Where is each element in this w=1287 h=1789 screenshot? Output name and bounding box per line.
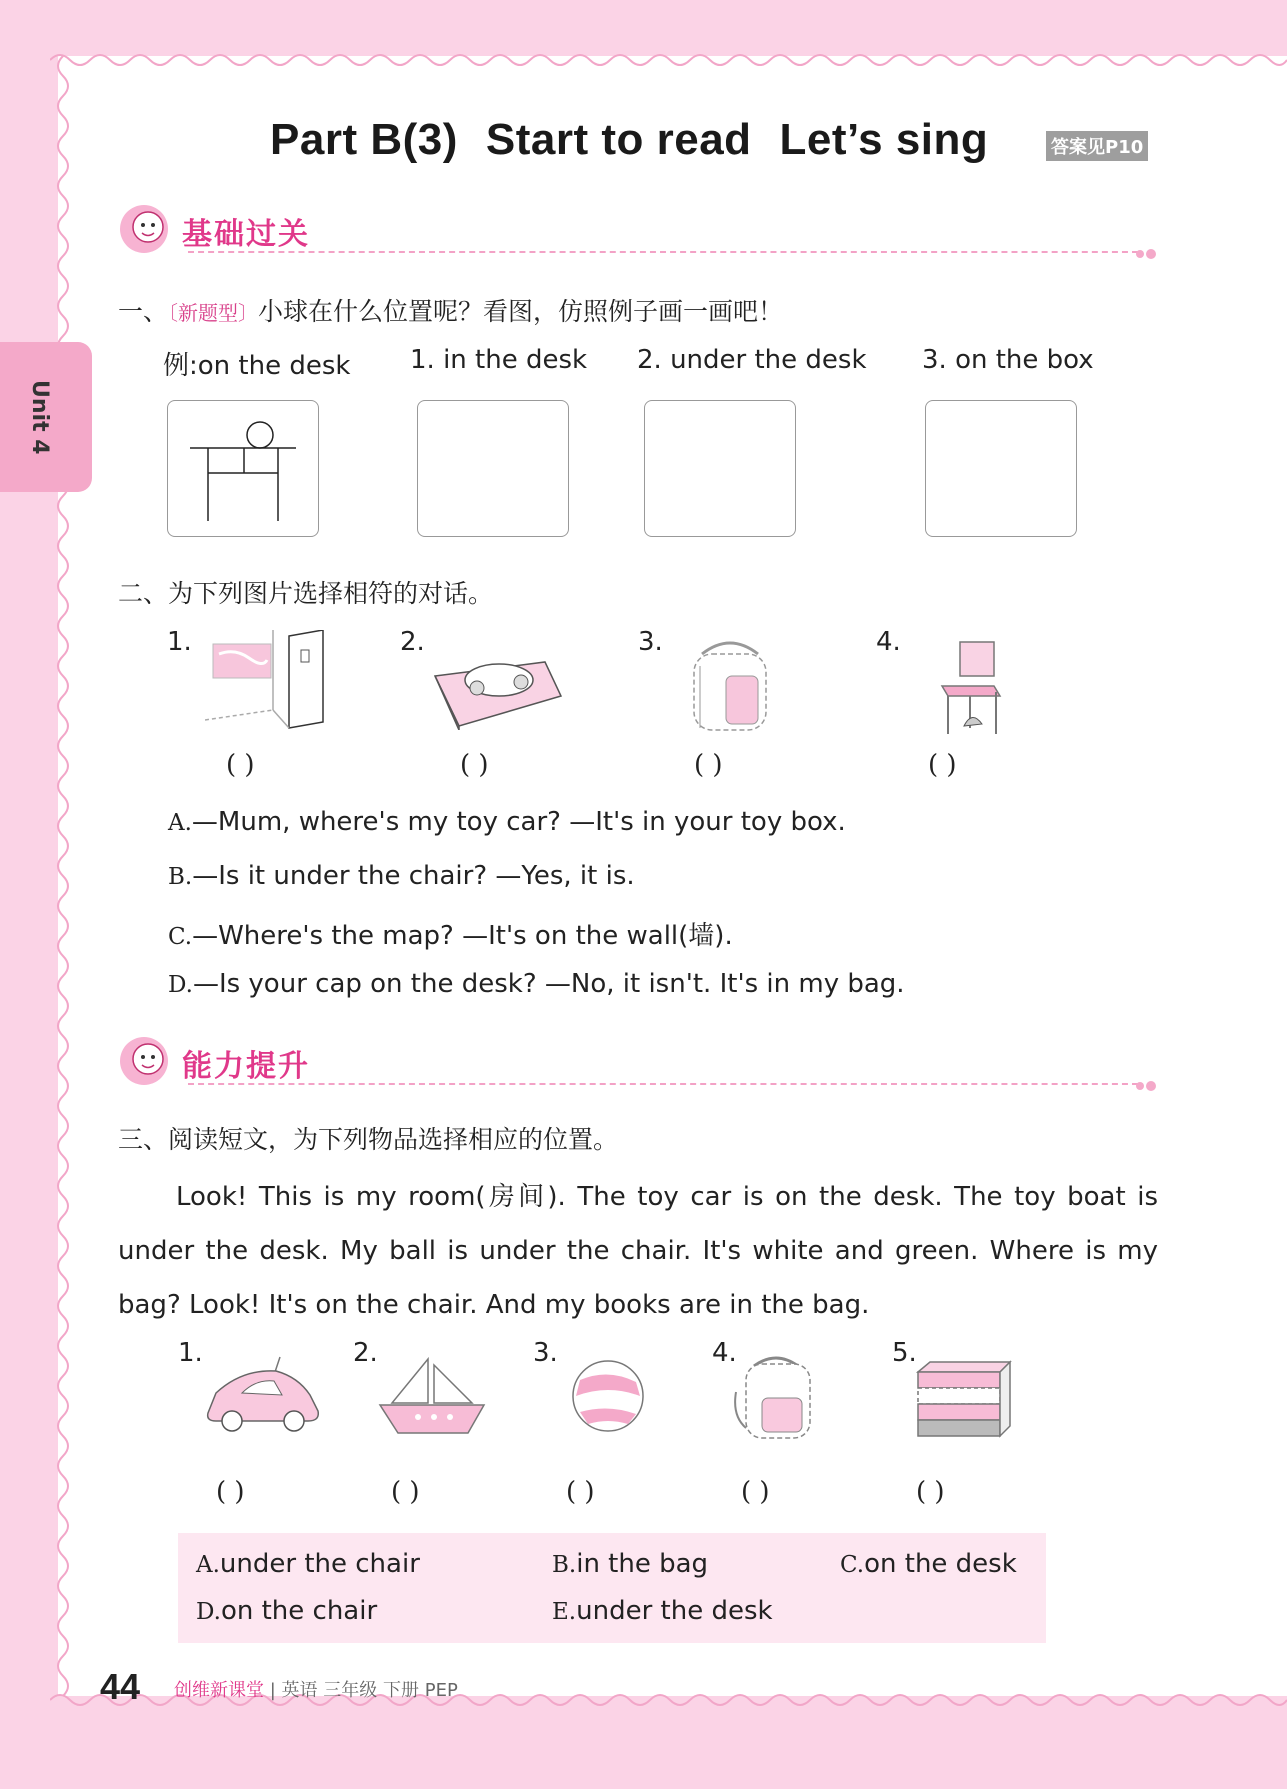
section-heading-basics (118, 203, 1158, 263)
page-title (270, 115, 988, 165)
answer-reference-badge: 答案见P10 (1046, 131, 1148, 161)
question-1-number: 一、 (118, 297, 169, 326)
q2-answer-blank-2[interactable]: ( ) (460, 750, 489, 780)
q3-answer-blank-3[interactable]: ( ) (566, 1477, 595, 1507)
q3-answer-blank-1[interactable]: ( ) (216, 1477, 245, 1507)
q3-choice-d (196, 1596, 377, 1626)
mascot-icon (118, 1035, 174, 1087)
option-text: —Is your cap on the desk? —No, it isn't. It's in my bag. (192, 969, 905, 999)
q2-picture-number: 1. (167, 627, 192, 657)
toy-car-in-box-picture (433, 648, 563, 730)
q2-picture-number: 3. (638, 627, 663, 657)
q1-example-box (167, 400, 319, 537)
choice-text: on the desk (864, 1549, 1017, 1579)
option-text: —Where's the map? —It's on the wall(墙). (192, 921, 733, 951)
map-on-wall-picture (205, 630, 335, 730)
choice-letter: E. (552, 1599, 577, 1625)
choice-text: under the chair (219, 1549, 420, 1579)
q3-choice-e (552, 1596, 773, 1626)
question-1-instruction (118, 292, 783, 328)
q3-choice-a (196, 1549, 420, 1579)
ball-picture (570, 1358, 646, 1434)
q2-option-c (168, 915, 733, 952)
mascot-icon (118, 203, 174, 255)
section-divider (188, 251, 1138, 253)
decorative-dots-icon (1134, 1077, 1158, 1093)
q1-drawing-box-1[interactable] (417, 400, 569, 537)
q1-drawing-box-2[interactable] (644, 400, 796, 537)
choice-text: on the chair (220, 1596, 378, 1626)
q2-option-a (168, 807, 846, 837)
top-wave-border (50, 40, 1287, 70)
q3-picture-number: 3. (533, 1338, 558, 1368)
school-bag-picture (680, 636, 780, 736)
q2-option-d (168, 969, 905, 999)
choice-text: under the desk (576, 1596, 773, 1626)
q3-picture-number: 5. (892, 1338, 917, 1368)
choice-letter: D. (196, 1599, 221, 1625)
q3-choice-b (552, 1549, 708, 1579)
q2-picture-number: 2. (400, 627, 425, 657)
option-letter: D. (168, 972, 193, 998)
q2-picture-number: 4. (876, 627, 901, 657)
q1-item-1-label: 1. in the desk (410, 345, 588, 375)
option-letter: C. (168, 924, 193, 950)
q1-item-2-label: 2. under the desk (637, 345, 867, 375)
books-stack-picture (912, 1360, 1014, 1444)
q1-example-label: 例:on the desk (163, 351, 351, 381)
reading-passage (118, 1170, 1158, 1332)
option-text: —Mum, where's my toy car? —It's in your toy box. (191, 807, 846, 837)
toy-car-picture (202, 1355, 324, 1435)
desk-with-ball-drawing (168, 401, 318, 536)
option-letter: A. (168, 810, 192, 836)
q2-answer-blank-1[interactable]: ( ) (226, 750, 255, 780)
toy-boat-picture (378, 1355, 486, 1439)
section-heading-label: 基础过关 (182, 217, 310, 252)
question-2-instruction: 二、为下列图片选择相符的对话。 (118, 579, 494, 608)
q3-answer-blank-2[interactable]: ( ) (391, 1477, 420, 1507)
passage-text: Look! This is my room(房间). The toy car is on the desk. The toy boat is under the desk. My ball is under the chair. It's white and green. Where is my bag? Look! It's on the chair. And my books are in the bag. (118, 1182, 1158, 1320)
q3-picture-number: 2. (353, 1338, 378, 1368)
option-text: —Is it under the chair? —Yes, it is. (192, 861, 635, 891)
question-3-instruction: 三、阅读短文，为下列物品选择相应的位置。 (118, 1125, 619, 1154)
q3-picture-number: 1. (178, 1338, 203, 1368)
title-lets-sing: Let’s sing (779, 115, 989, 164)
choice-letter: B. (552, 1552, 577, 1578)
choice-letter: C. (840, 1552, 865, 1578)
new-type-tag: 〔新题型〕 (168, 301, 259, 325)
unit-side-tab (0, 342, 92, 492)
page-number: 44 (100, 1666, 141, 1707)
title-start-to-read: Start to read (485, 115, 752, 164)
left-wave-border (48, 56, 78, 1696)
q3-answer-blank-4[interactable]: ( ) (741, 1477, 770, 1507)
section-heading-label: 能力提升 (182, 1049, 310, 1084)
series-name: 创维新课堂 (174, 1680, 264, 1701)
q2-answer-blank-4[interactable]: ( ) (928, 750, 957, 780)
unit-tab-label: Unit 4 (27, 380, 52, 455)
choice-letter: A. (196, 1552, 220, 1578)
q3-picture-number: 4. (712, 1338, 737, 1368)
q3-choice-c (840, 1549, 1017, 1579)
q1-item-3-label: 3. on the box (922, 345, 1094, 375)
backpack-picture (728, 1352, 824, 1442)
q2-option-b (168, 861, 635, 891)
option-letter: B. (168, 864, 193, 890)
decorative-dots-icon (1134, 245, 1158, 261)
choice-text: in the bag (576, 1549, 709, 1579)
title-part-label: Part B(3) (270, 115, 458, 164)
q1-drawing-box-3[interactable] (925, 400, 1077, 537)
q3-answer-blank-5[interactable]: ( ) (916, 1477, 945, 1507)
subject-grade: 英语 三年级 下册 PEP (281, 1680, 458, 1701)
question-1-text: 小球在什么位置呢？看图，仿照例子画一画吧！ (258, 297, 784, 326)
chair-with-cap-picture (930, 636, 1010, 736)
footer-series: 创维新课堂 | 英语 三年级 下册 PEP (174, 1680, 458, 1701)
section-divider (188, 1083, 1138, 1085)
section-heading-improve (118, 1035, 1158, 1095)
q2-answer-blank-3[interactable]: ( ) (694, 750, 723, 780)
